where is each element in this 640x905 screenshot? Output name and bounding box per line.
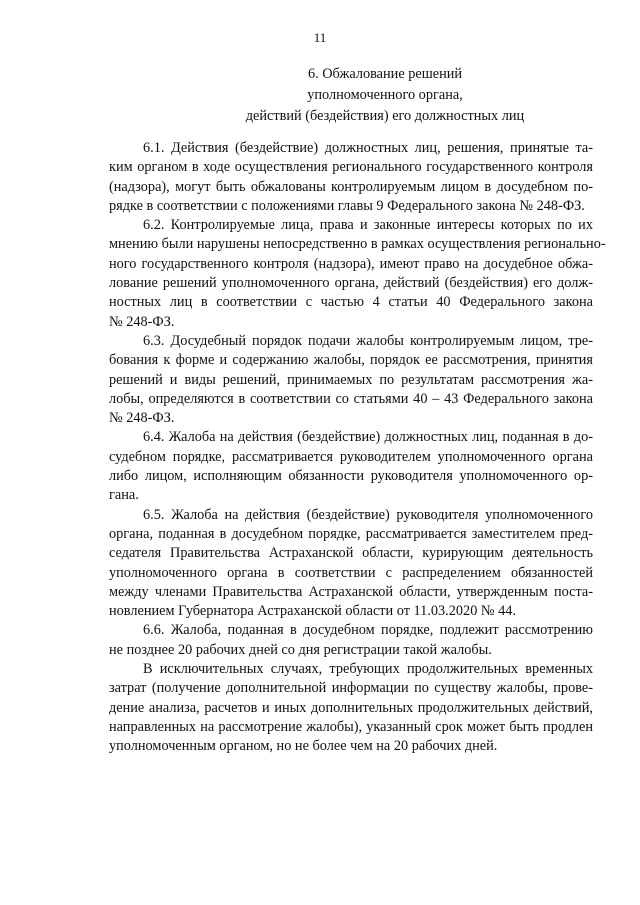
- paragraph-exceptional-cases: [109, 660, 593, 756]
- section-heading-line: уполномоченного органа,: [307, 87, 463, 103]
- text-line: № 248-ФЗ.: [109, 313, 175, 330]
- text-line: уполномоченного органа в соответствии с распределением обязанностей: [109, 564, 593, 581]
- text-line: либо лицом, исполняющим обязанности руководителя уполномоченного ор-: [109, 468, 593, 485]
- text-line: 6.2. Контролируемые лица, права и законные интересы которых по их: [143, 217, 593, 234]
- section-heading-line: 6. Обжалование решений: [307, 66, 463, 82]
- text-line: седателя Правительства Астраханской области, курирующим деятельность: [109, 545, 593, 562]
- page-number: 11: [313, 30, 327, 45]
- section-heading-line: действий (бездействия) его должностных лиц: [245, 108, 525, 124]
- text-line: гана.: [109, 487, 139, 504]
- text-line: рядке в соответствии с положениями главы 9 Федерального закона № 248-ФЗ.: [109, 197, 585, 214]
- paragraph-6-5: [109, 506, 593, 622]
- section-heading: [180, 64, 590, 127]
- text-line: мнению были нарушены непосредственно в рамках осуществления регионально-: [109, 236, 606, 253]
- paragraph-6-1: [109, 139, 593, 216]
- text-line: (надзора), могут быть обжалованы контролируемым лицом в досудебном по-: [109, 178, 593, 195]
- text-line: между членами Правительства Астраханской области, утвержденным поста-: [109, 583, 593, 600]
- text-line: лование решений уполномоченного органа, действий (бездействия) его долж-: [109, 275, 593, 292]
- text-line: затрат (получение дополнительной информации по существу жалобы, прове-: [109, 680, 593, 697]
- text-line: органа, поданная в досудебном порядке, рассматривается заместителем пред-: [109, 525, 593, 542]
- text-line: ного государственного контроля (надзора), имеют право на досудебное обжа-: [109, 255, 593, 272]
- paragraph-6-2: [109, 216, 606, 332]
- text-line: 6.3. Досудебный порядок подачи жалобы контролируемым лицом, тре-: [143, 332, 593, 349]
- text-line: 6.1. Действия (бездействие) должностных лиц, решения, принятые та-: [143, 140, 593, 156]
- text-line: В исключительных случаях, требующих продолжительных временных: [143, 661, 593, 678]
- paragraph-6-4: [109, 428, 593, 505]
- text-line: № 248-ФЗ.: [109, 410, 175, 427]
- text-line: лобы, определяются в соответствии со статьями 40 – 43 Федерального закона: [109, 390, 593, 407]
- text-line: ким органом в ходе осуществления регионального государственного контроля: [109, 159, 593, 176]
- text-line: 6.6. Жалоба, поданная в досудебном порядке, подлежит рассмотрению: [143, 622, 593, 639]
- text-line: не позднее 20 рабочих дней со дня регистрации такой жалобы.: [109, 641, 492, 658]
- document-body: [109, 139, 606, 757]
- text-line: направленных на рассмотрение жалобы), указанный срок может быть продлен: [109, 718, 593, 735]
- paragraph-6-6: [109, 621, 593, 660]
- text-line: ностных лиц в соответствии с частью 4 статьи 40 Федерального закона: [109, 294, 593, 311]
- text-line: решений и виды решений, принимаемых по результатам рассмотрения жа-: [109, 371, 593, 388]
- text-line: бования к форме и содержанию жалобы, порядок ее рассмотрения, принятия: [109, 352, 593, 369]
- text-line: уполномоченным органом, но не более чем на 20 рабочих дней.: [109, 738, 498, 755]
- text-line: 6.5. Жалоба на действия (бездействие) руководителя уполномоченного: [143, 506, 593, 523]
- text-line: дение анализа, расчетов и иных дополнительных продолжительных действий,: [109, 699, 593, 716]
- text-line: новлением Губернатора Астраханской области от 11.03.2020 № 44.: [109, 603, 517, 620]
- paragraph-6-3: [109, 332, 593, 428]
- text-line: 6.4. Жалоба на действия (бездействие) должностных лиц, поданная в до-: [143, 429, 593, 446]
- text-line: судебном порядке, рассматривается руководителем уполномоченного органа: [109, 448, 593, 465]
